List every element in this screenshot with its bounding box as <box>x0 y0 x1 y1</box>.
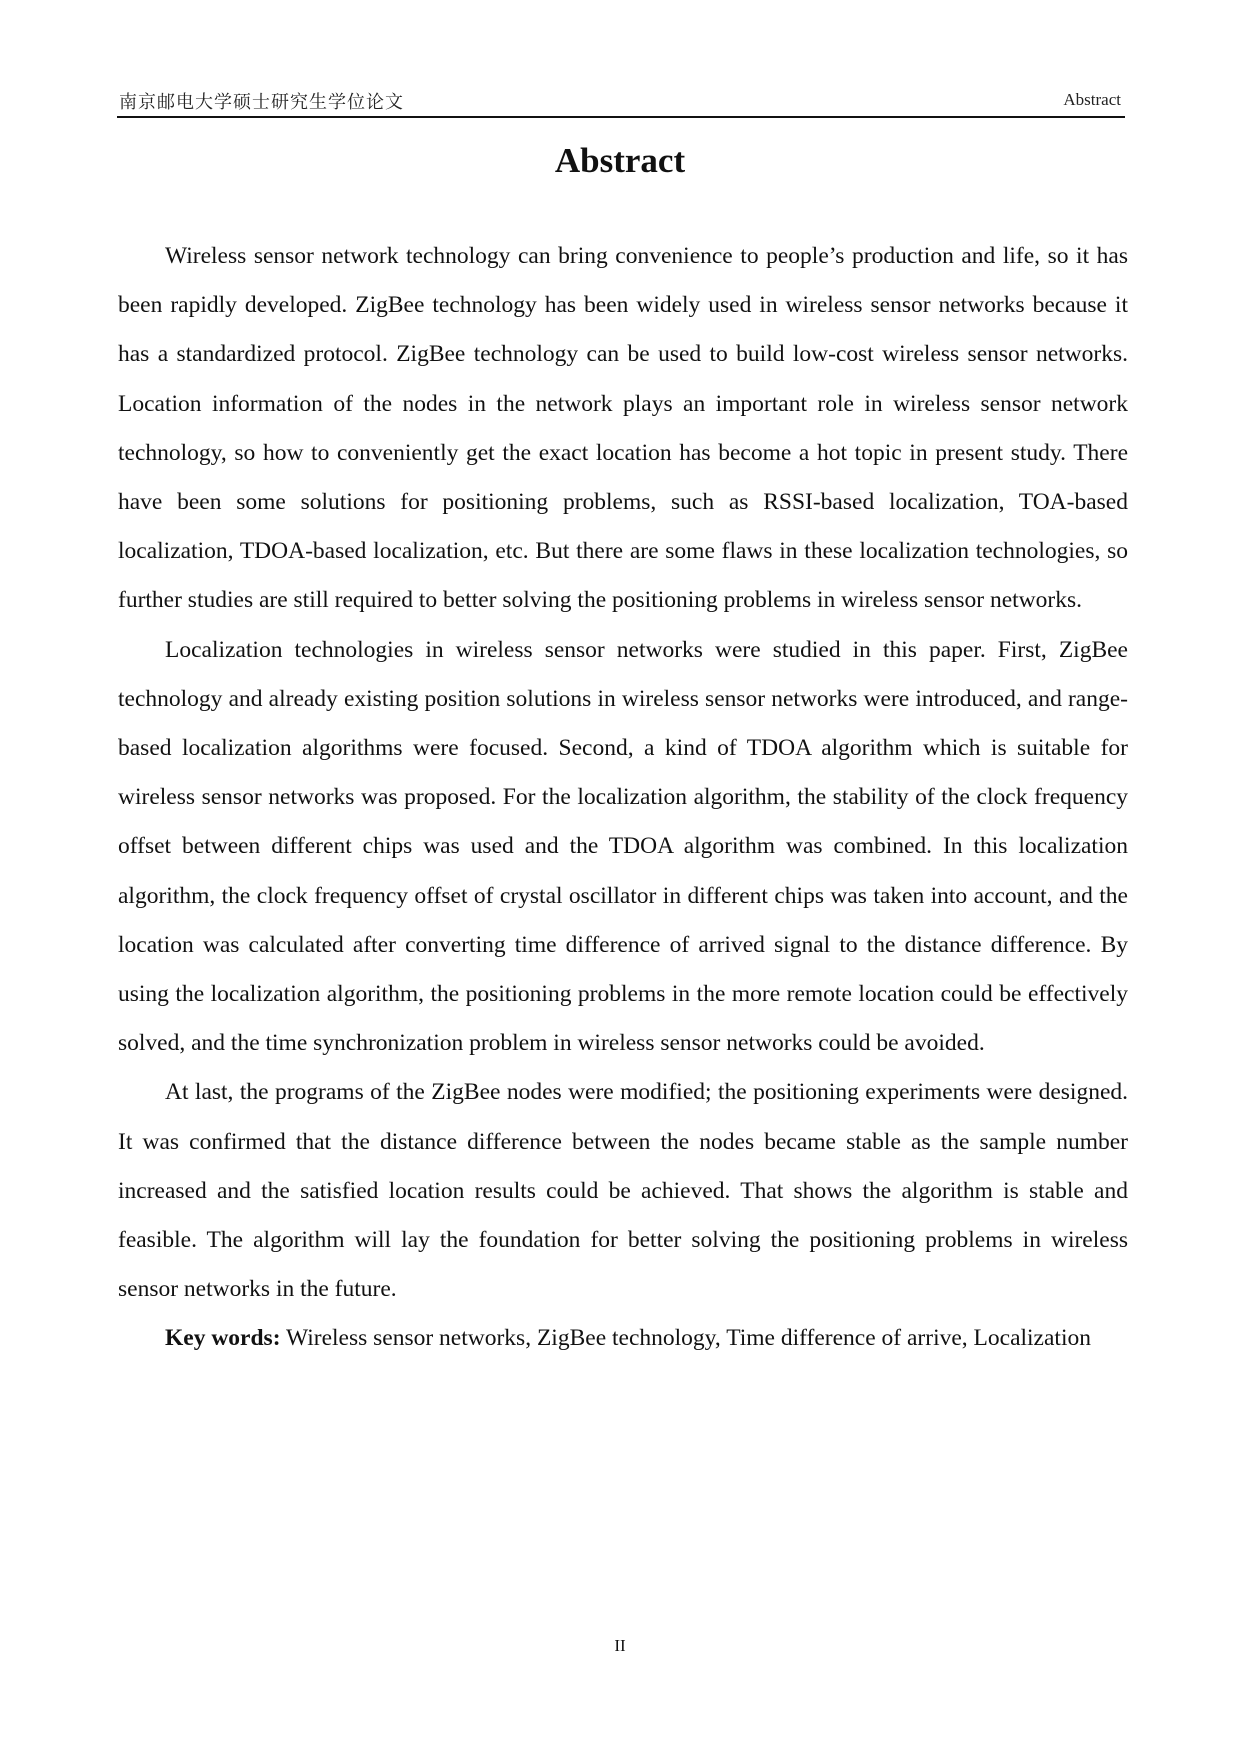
page-header <box>117 86 1125 118</box>
abstract-body <box>118 232 1128 1364</box>
abstract-paragraph-1: Wireless sensor network technology can bring convenience to people’s production and life, so it has been rapidly developed. ZigBee technology has been widely used in wireless sensor networks because it has a standardized protocol. ZigBee technology can be used to build low-cost wireless sensor networks. Location information of the nodes in the network plays an important role in wireless sensor network technology, so how to conveniently get the exact location has become a hot topic in present study. There have been some solutions for positioning problems, such as RSSI-based localization, TOA-based localization, TDOA-based localization, etc. But there are some flaws in these localization technologies, so further studies are still required to better solving the positioning problems in wireless sensor networks. <box>118 243 1128 614</box>
keywords-text: Wireless sensor networks, ZigBee technology, Time difference of arrive, Localization <box>285 1325 1091 1352</box>
abstract-paragraph-3: At last, the programs of the ZigBee nodes were modified; the positioning experiments were designed. It was confirmed that the distance difference between the nodes became stable as the sample number increased and the satisfied location results could be achieved. That shows the algorithm is stable and feasible. The algorithm will lay the foundation for better solving the positioning problems in wireless sensor networks in the future. <box>118 1079 1128 1303</box>
page-title: Abstract <box>554 141 686 180</box>
page-number: II <box>614 1636 626 1655</box>
header-section-name: Abstract <box>1063 90 1121 109</box>
header-university-title: 南京邮电大学硕士研究生学位论文 <box>119 92 404 113</box>
abstract-paragraph-2: Localization technologies in wireless sensor networks were studied in this paper. First, ZigBee technology and already existing position solutions in wireless sensor networks were introduced, and range-based localization algorithms were focused. Second, a kind of TDOA algorithm which is suitable for wireless sensor networks was proposed. For the localization algorithm, the stability of the clock frequency offset between different chips was used and the TDOA algorithm was combined. In this localization algorithm, the clock frequency offset of crystal oscillator in different chips was taken into account, and the location was calculated after converting time difference of arrived signal to the distance difference. By using the localization algorithm, the positioning problems in the more remote location could be effectively solved, and the time synchronization problem in wireless sensor networks could be avoided. <box>118 636 1128 1057</box>
keywords-line <box>118 1314 1128 1363</box>
keywords-label: Key words: <box>165 1325 281 1352</box>
